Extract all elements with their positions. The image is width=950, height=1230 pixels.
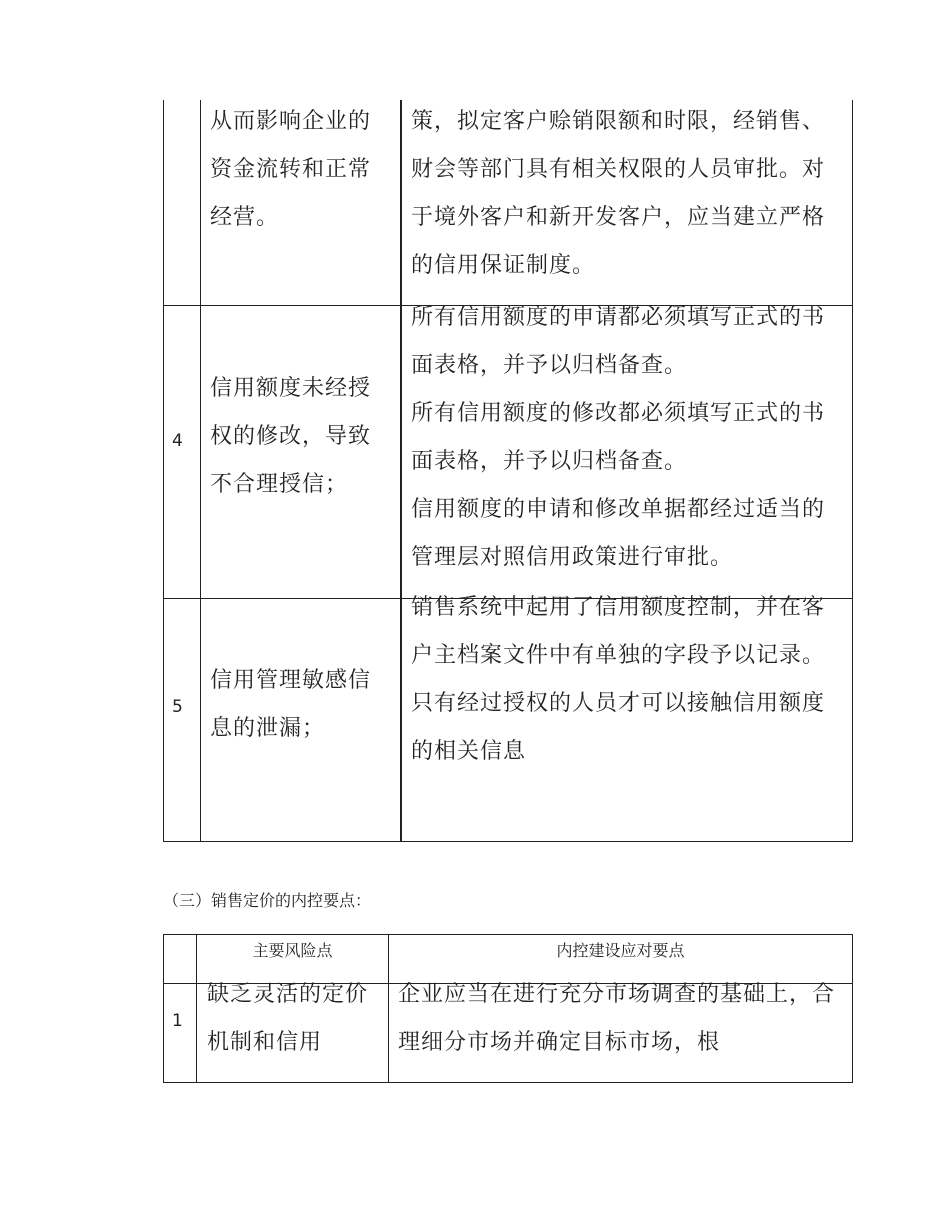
- table-border-left: [163, 934, 164, 1083]
- risk-cell: 信用管理敏感信息的泄漏；: [210, 668, 372, 741]
- section-caption: （三）销售定价的内控要点：: [163, 891, 372, 910]
- table-border-right: [852, 100, 853, 842]
- table-border-top: [163, 934, 853, 935]
- risk-cell: 缺乏灵活的定价机制和信用: [207, 982, 369, 1055]
- table-divider-num: [200, 100, 201, 842]
- table-border-right: [852, 934, 853, 1083]
- row-number: 4: [172, 431, 183, 451]
- table-border-left: [163, 100, 164, 842]
- control-paragraph: 只有经过授权的人员才可以接触信用额度的相关信息: [411, 691, 826, 764]
- control-paragraph: 所有信用额度的申请都必须填写正式的书面表格，并予以归档备查。: [411, 305, 826, 378]
- control-cell: [411, 294, 847, 592]
- control-cell: [411, 98, 847, 298]
- table-divider-risk: [400, 100, 402, 842]
- row-number: 1: [172, 1011, 183, 1031]
- control-cell: [411, 584, 847, 834]
- header-control: 内控建设应对要点: [556, 941, 685, 960]
- header-risk: 主要风险点: [252, 941, 333, 960]
- control-paragraph: 信用额度的申请和修改单据都经过适当的管理层对照信用政策进行审批。: [411, 497, 826, 570]
- control-paragraph: 策，拟定客户赊销限额和时限，经销售、财会等部门具有相关权限的人员审批。对于境外客户和新开发客户，应当建立严格的信用保证制度。: [411, 109, 826, 278]
- control-paragraph: 所有信用额度的修改都必须填写正式的书面表格，并予以归档备查。: [411, 401, 826, 474]
- control-cell: 企业应当在进行充分市场调查的基础上，合理细分市场并确定目标市场，根: [398, 982, 836, 1055]
- risk-cell: 从而影响企业的资金流转和正常经营。: [210, 109, 372, 230]
- risk-cell: 信用额度未经授权的修改，导致不合理授信；: [210, 376, 372, 497]
- control-paragraph: 销售系统中起用了信用额度控制，并在客户主档案文件中有单独的字段予以记录。: [411, 595, 826, 668]
- table-border-bottom: [163, 1082, 853, 1083]
- table-border-bottom: [163, 841, 853, 842]
- row-number: 5: [172, 697, 183, 717]
